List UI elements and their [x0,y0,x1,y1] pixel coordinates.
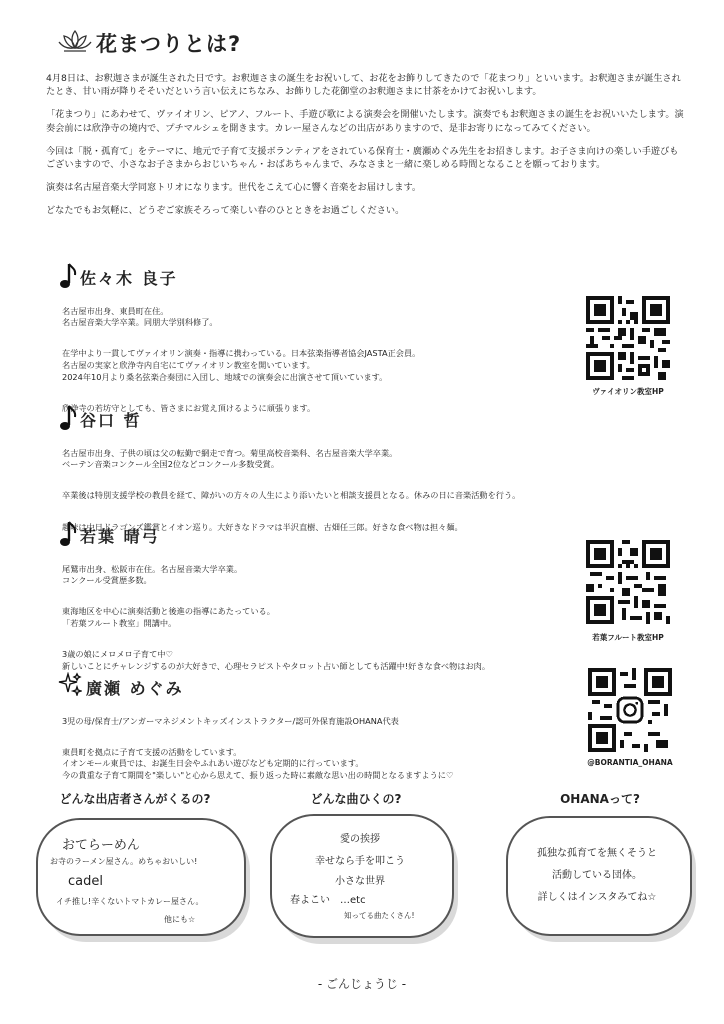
bio-paragraph: 東員町を拠点に子育て支援の活動をしています。 イオンモール東員では、お誕生日会やふれあい遊びなども定期的に行っています。 今の貴重な子育て期間を"楽しい"と心から思えて、振り返った時に素敵な思い出の時間となるますように♡ [62,746,454,780]
performer-name: 谷口 哲 [80,411,142,430]
qr-code-instagram[interactable] [588,668,672,752]
bubble-heading-shops: どんな出店者さんがくるの? [59,792,211,806]
song-title: 幸せなら手を叩こう [315,856,405,867]
performer-name: 若葉 晴弓 [80,527,160,546]
performer-name: 佐々木 良子 [80,269,178,288]
bio-paragraph: 趣味は中日ドラゴンズ鑑賞とイオン巡り。大好きなドラマは半沢直樹、古畑任三郎。好きな食べ物は担々麺。 [62,521,463,532]
bio-paragraph: 名古屋市出身、東員町在住。 名古屋音楽大学卒業。同朋大学別科修了。 [62,305,218,328]
intro-paragraph: 演奏は名古屋音楽大学同窓トリオになります。世代をこえて心に響く音楽をお届けします。 [46,182,422,194]
bio-paragraph: 在学中より一貫してヴァイオリン演奏・指導に携わっている。日本弦楽指導者協会JASTA正会員。 名古屋の実家と欣浄寺内自宅にてヴァイオリン教室を開いています。 2024年10月より桑名弦楽合奏団に入団し、地域での演奏会に出演させて頂いています。 [62,348,421,382]
music-note-icon [58,520,78,548]
intro-paragraph: どなたでもお気軽に、どうぞご家族そろって楽しい春のひとときをお過ごしください。 [46,205,405,217]
lotus-icon [58,28,92,54]
page-title: 花まつりとは? [96,32,242,56]
shop-name: cadel [68,874,103,889]
performer-bio [62,704,562,801]
shop-description: イチ推し!辛くないトマトカレー屋さん。 [56,897,204,906]
bio-paragraph: 欣浄寺の若坊守としても、皆さまにお覚え頂けるように頑張ります。 [62,402,316,413]
shop-description: お寺のラーメン屋さん。めちゃおいしい! [50,857,198,866]
footer-signature: - ごんじょうじ - [317,977,407,991]
qr-caption-flute: 若葉フルート教室HP [592,633,664,642]
sparkle-icon [58,672,82,696]
bio-paragraph: 3児の母/保育士/アンガーマネジメントキッズインストラクター/認可外保育施設OHANA代表 [62,715,399,726]
song-title: 小さな世界 [335,876,385,887]
ohana-text: 活動している団体。 [552,870,642,881]
intro-paragraph: 「花まつり」にあわせて、ヴァイオリン、ピアノ、フルート、手遊び歌による演奏会を開催いたします。演奏でもお釈迦さまの誕生をお祝いいたします。演奏会前には欣浄寺の境内で、プチマルシェを開きます。カレー屋さんなどの出店がありますので、是非お寄りになってみてください。 [46,109,684,134]
ohana-text: 詳しくはインスタみてね☆ [537,892,657,903]
music-note-icon [58,262,78,290]
songs-note: 知ってる曲たくさん! [344,911,415,920]
qr-caption-instagram: @BORANTIA_OHANA [587,758,673,767]
performer-name: 廣瀬 めぐみ [86,679,184,698]
ohana-text: 孤独な孤育てを無くそうと [537,848,657,859]
qr-caption-violin: ヴァイオリン教室HP [592,387,664,396]
performer-bio [62,552,562,692]
song-title: 春よこい …etc [290,895,366,906]
music-note-icon [58,404,78,432]
bio-paragraph: 3歳の娘にメロメロ子育て中♡ 新しいことにチャレンジするのが大好きで、心理セラピストやタロット占い師としても活躍中!好きな食べ物はお肉。 [62,649,491,671]
bubble-heading-ohana: OHANAって? [560,792,640,806]
shop-name: おてらーめん [62,838,140,853]
shop-more: 他にも☆ [164,915,196,924]
intro-paragraph: 今回は「脱・孤育て」をテーマに、地元で子育て支援ボランティアをされている保育士・廣瀬めぐみ先生をお招きします。お子さま向けの楽しい手遊びもございますので、小さなお子さまからおじいちゃん・おばあちゃんまで、みなさまと一緒に楽しめる時間となることを願っております。 [46,145,679,171]
qr-code-flute[interactable] [586,540,670,624]
song-title: 愛の挨拶 [340,834,380,845]
bubble-heading-songs: どんな曲ひくの? [310,792,402,806]
bio-paragraph: 尾鷲市出身、松阪市在住。名古屋音楽大学卒業。 コンクール受賞歴多数。 [62,563,243,586]
bio-paragraph: 東海地区を中心に演奏活動と後進の指導にあたっている。 「若葉フルート教室」開講中。 [62,606,275,628]
intro-paragraph: 4月8日は、お釈迦さまが誕生された日です。お釈迦さまの誕生をお祝いして、お花をお飾りしてきたので「花まつり」といいます。お釈迦さまが誕生されたとき、甘い雨が降りそそいだという言い伝えにちなみ、お飾りした花御堂のお釈迦さまに甘茶をかけてお祝いします。 [46,73,681,98]
bio-paragraph: 名古屋市出身、子供の頃は父の転勤で網走で育つ。菊里高校音楽科、名古屋音楽大学卒業。 ベーテン音楽コンクール全国2位などコンクール多数受賞。 [62,447,398,470]
qr-code-violin[interactable] [586,296,670,380]
bio-paragraph: 卒業後は特別支援学校の教員を経て、障がいの方々の人生により添いたいと相談支援員となる。休みの日に音楽活動を行う。 [62,490,521,501]
intro-text [46,72,686,228]
